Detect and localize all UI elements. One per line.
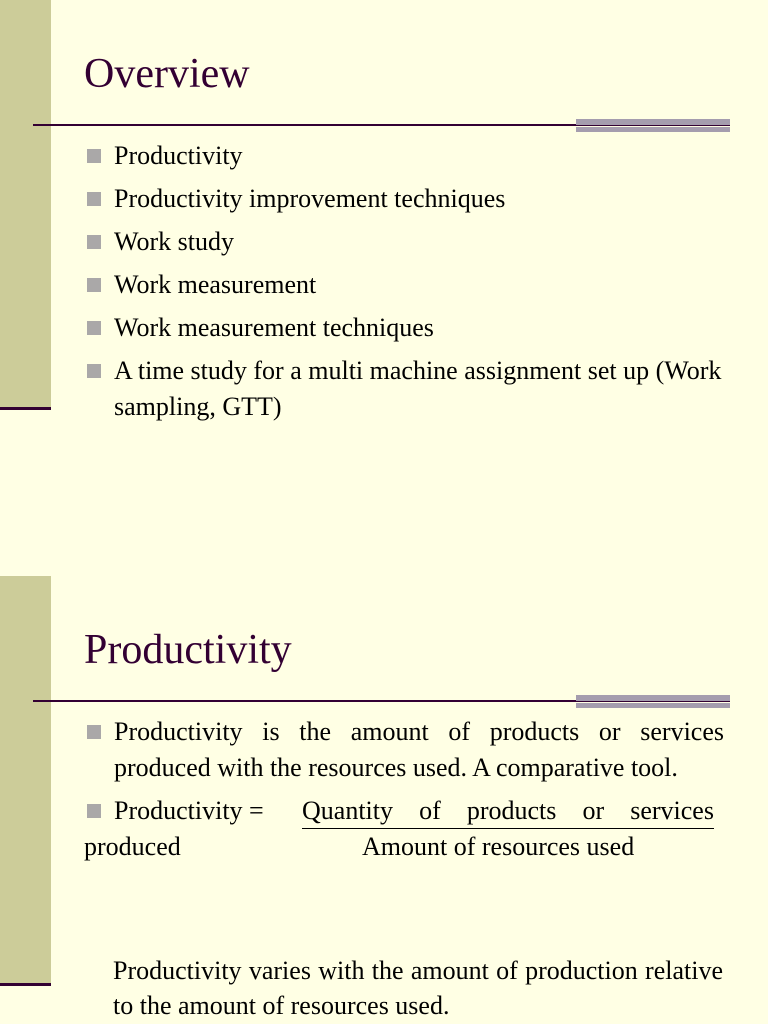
list-item: Work study (84, 224, 724, 260)
side-accent-tick (0, 983, 51, 986)
productivity-formula (84, 793, 724, 865)
slide-title: Productivity (84, 627, 292, 673)
list-item: Productivity improvement techniques (84, 181, 724, 217)
list-item: Work measurement techniques (84, 310, 724, 346)
formula-lhs: Productivity = (114, 796, 264, 825)
side-accent-bar (0, 576, 51, 985)
list-item: Work measurement (84, 267, 724, 303)
title-rule-accent (576, 119, 730, 132)
square-bullet-icon (87, 278, 101, 292)
bullet-list (84, 138, 724, 432)
bullet-list (84, 714, 724, 872)
formula-numerator: Quantity of products or services (302, 793, 714, 829)
square-bullet-icon (87, 364, 101, 378)
list-item: Productivity (84, 138, 724, 174)
square-bullet-icon (87, 235, 101, 249)
slide-title: Overview (84, 51, 250, 97)
formula-denominator: Amount of resources used (362, 832, 635, 861)
square-bullet-icon (87, 725, 101, 739)
list-item (84, 793, 724, 865)
side-accent-tick (0, 407, 51, 410)
square-bullet-icon (87, 192, 101, 206)
title-rule-accent (576, 695, 730, 708)
square-bullet-icon (87, 321, 101, 335)
side-accent-bar (0, 0, 51, 409)
list-item: Productivity is the amount of products or services produced with the resources used. A comparative tool. (84, 714, 724, 786)
list-item: A time study for a multi machine assignment set up (Work sampling, GTT) (84, 353, 724, 425)
slide-productivity (0, 576, 768, 1024)
formula-produced: produced (84, 832, 181, 861)
square-bullet-icon (87, 804, 101, 818)
square-bullet-icon (87, 149, 101, 163)
body-paragraph: Productivity varies with the amount of production relative to the amount of resources used. (113, 956, 723, 1020)
